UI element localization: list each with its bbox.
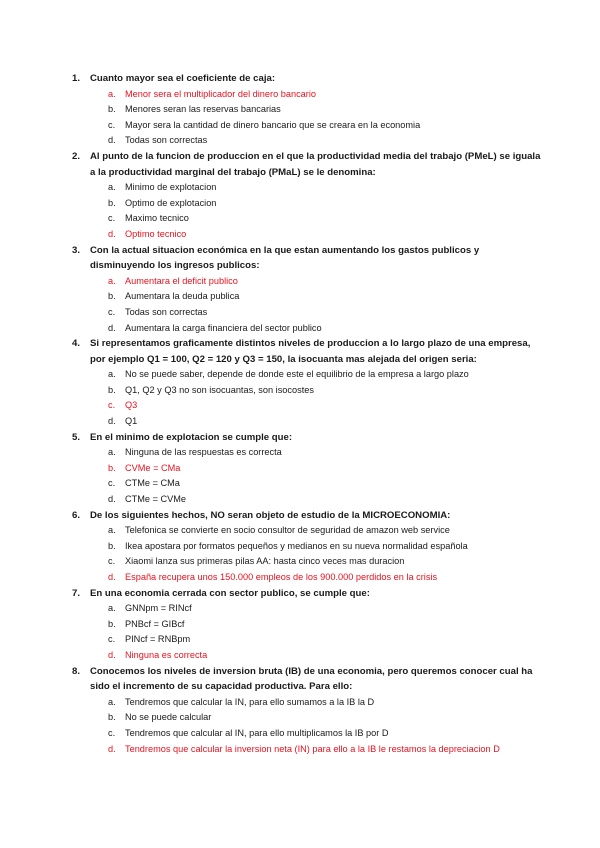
- option: [72, 632, 542, 648]
- option-text: Tendremos que calcular al IN, para ello multiplicamos la IB por D: [125, 727, 389, 738]
- question-heading: [72, 336, 542, 367]
- question-text: En el minimo de explotacion se cumple que:: [90, 431, 293, 443]
- option-letter: c.: [108, 306, 116, 317]
- option-text: PNBcf = GIBcf: [125, 618, 185, 629]
- question-text: Al punto de la funcion de produccion en el que la productividad media del trabajo (PMeL) se iguala a la productividad marginal del trabajo (PMaL) se le denomina:: [90, 150, 541, 178]
- question-text: De los siguientes hechos, NO seran objeto de estudio de la MICROECONOMIA:: [90, 509, 451, 521]
- question-8: [72, 664, 542, 758]
- option-letter: d.: [108, 572, 116, 582]
- option-letter: a.: [108, 369, 116, 380]
- option-letter: d.: [108, 743, 116, 754]
- option-letter: d.: [108, 649, 116, 660]
- option-text: Menor sera el multiplicador del dinero bancario: [125, 88, 316, 99]
- option-correct: [72, 742, 542, 758]
- option-letter: b.: [108, 197, 116, 208]
- option-list: [72, 274, 542, 336]
- question-4: [72, 336, 542, 430]
- option: [72, 492, 542, 508]
- option: [72, 710, 542, 726]
- option: [72, 726, 542, 742]
- option: [72, 695, 542, 711]
- option: [72, 554, 542, 570]
- question-6: [72, 508, 542, 586]
- option-text: Aumentara la carga financiera del sector publico: [125, 322, 322, 333]
- option: [72, 321, 542, 337]
- option-text: Aumentara la deuda publica: [125, 291, 240, 302]
- option: [72, 617, 542, 633]
- option: [72, 523, 542, 539]
- option-text: CVMe = CMa: [125, 462, 181, 473]
- option-text: Aumentara el deficit publico: [125, 275, 238, 286]
- option-list: [72, 523, 542, 585]
- option-text: Xiaomi lanza sus primeras pilas AA: hasta cinco veces mas duracion: [125, 556, 405, 567]
- option-letter: a.: [108, 447, 116, 458]
- option-text: Maximo tecnico: [125, 213, 189, 224]
- option-correct: [72, 648, 542, 664]
- option-letter: b.: [108, 104, 116, 115]
- question-text: Si representamos graficamente distintos niveles de produccion a lo largo plazo de una empresa, por ejemplo Q1 = 100, Q2 = 120 y Q3 = 150, la isocuanta mas alejada del origen seria:: [90, 338, 531, 365]
- option-text: Tendremos que calcular la inversion neta (IN) para ello a la IB le restamos la depreciacion D: [125, 743, 500, 754]
- question-2: [72, 149, 542, 243]
- question-number: 1.: [72, 73, 81, 84]
- option-letter: c.: [108, 213, 116, 224]
- option-list: [72, 87, 542, 149]
- option-letter: a.: [108, 275, 116, 286]
- option-text: Ninguna de las respuestas es correcta: [125, 447, 282, 458]
- option: [72, 196, 542, 212]
- option-letter: b.: [108, 540, 116, 551]
- option: [72, 118, 542, 134]
- option-correct: [72, 461, 542, 477]
- option-letter: d.: [108, 135, 116, 146]
- option-letter: b.: [108, 462, 116, 473]
- option-list: [72, 601, 542, 663]
- option-text: Telefonica se convierte en socio consultor de seguridad de amazon web service: [125, 525, 450, 536]
- question-heading: [72, 508, 542, 524]
- option: [72, 289, 542, 305]
- option: [72, 180, 542, 196]
- option-correct: [72, 398, 542, 414]
- option-letter: a.: [108, 182, 116, 193]
- option-letter: b.: [108, 712, 116, 723]
- question-5: [72, 430, 542, 508]
- option-letter: a.: [108, 603, 116, 614]
- question-heading: [72, 430, 542, 446]
- question-text: En una economia cerrada con sector publico, se cumple que:: [90, 587, 370, 599]
- question-text: Con la actual situacion económica en la que estan aumentando los gastos publicos y disminuyendo los ingresos publicos:: [90, 244, 480, 272]
- question-heading: [72, 586, 542, 602]
- option-text: Q1: [125, 416, 138, 427]
- option-letter: b.: [108, 291, 116, 302]
- question-number: 2.: [72, 150, 81, 162]
- option-list: [72, 367, 542, 429]
- option-text: Ninguna es correcta: [125, 649, 208, 660]
- question-number: 3.: [72, 244, 81, 256]
- option: [72, 211, 542, 227]
- option-correct: [72, 227, 542, 243]
- option-letter: a.: [108, 88, 116, 99]
- option-letter: c.: [108, 478, 116, 489]
- option-text: No se puede saber, depende de donde este el equilibrio de la empresa a largo plazo: [125, 369, 469, 380]
- option: [72, 305, 542, 321]
- option-letter: d.: [108, 416, 116, 427]
- question-heading: [72, 243, 542, 274]
- option-text: CTMe = CMa: [125, 478, 180, 489]
- option-list: [72, 180, 542, 242]
- option: [72, 601, 542, 617]
- option-letter: a.: [108, 696, 116, 707]
- option-text: Mayor sera la cantidad de dinero bancario que se creara en la economia: [125, 119, 421, 130]
- question-number: 4.: [72, 338, 81, 350]
- option-letter: b.: [108, 618, 116, 629]
- option-letter: b.: [108, 384, 116, 395]
- question-heading: [72, 149, 542, 180]
- option-text: PINcf = RNBpm: [125, 634, 191, 645]
- option-text: No se puede calcular: [125, 712, 212, 723]
- question-list: [72, 71, 542, 757]
- option-text: España recupera unos 150.000 empleos de los 900.000 perdidos en la crisis: [125, 572, 438, 582]
- option-letter: d.: [108, 322, 116, 333]
- option-correct: [72, 570, 542, 586]
- option-letter: c.: [108, 556, 116, 567]
- option-text: GNNpm = RINcf: [125, 603, 192, 614]
- option-text: Menores seran las reservas bancarias: [125, 104, 281, 115]
- option-list: [72, 445, 542, 507]
- option-letter: a.: [108, 525, 116, 536]
- option-letter: d.: [108, 494, 116, 505]
- option-text: Q3: [125, 400, 138, 411]
- question-number: 8.: [72, 665, 81, 677]
- question-number: 5.: [72, 431, 81, 443]
- option-text: Ikea apostara por formatos pequeños y medianos en su nueva normalidad española: [125, 540, 468, 551]
- option-text: CTMe = CVMe: [125, 494, 187, 505]
- option-correct: [72, 87, 542, 103]
- question-number: 6.: [72, 509, 81, 521]
- option-text: Todas son correctas: [125, 135, 208, 146]
- option-letter: c.: [108, 119, 116, 130]
- option-text: Optimo tecnico: [125, 228, 187, 239]
- question-text: Cuanto mayor sea el coeficiente de caja:: [90, 73, 276, 84]
- option-list: [72, 695, 542, 757]
- question-7: [72, 586, 542, 664]
- option-correct: [72, 274, 542, 290]
- option: [72, 445, 542, 461]
- option: [72, 414, 542, 430]
- option-letter: c.: [108, 634, 116, 645]
- option-text: Q1, Q2 y Q3 no son isocuantas, son isocostes: [125, 384, 314, 395]
- question-text: Conocemos los niveles de inversion bruta (IB) de una economia, pero queremos conocer cual ha sido el incremento de su capacidad productiva. Para ello:: [90, 665, 533, 693]
- question-heading: [72, 664, 542, 695]
- option: [72, 383, 542, 399]
- option-letter: d.: [108, 228, 116, 239]
- question-3: [72, 243, 542, 337]
- question-number: 7.: [72, 587, 81, 599]
- option-letter: c.: [108, 400, 116, 411]
- question-heading: [72, 71, 542, 87]
- option-letter: c.: [108, 727, 116, 738]
- option-text: Todas son correctas: [125, 306, 208, 317]
- option: [72, 476, 542, 492]
- option: [72, 367, 542, 383]
- question-1: [72, 71, 542, 149]
- option-text: Optimo de explotacion: [125, 197, 217, 208]
- option: [72, 102, 542, 118]
- option-text: Minimo de explotacion: [125, 182, 217, 193]
- option-text: Tendremos que calcular la IN, para ello sumamos a la IB la D: [125, 696, 375, 707]
- option: [72, 133, 542, 149]
- option: [72, 539, 542, 555]
